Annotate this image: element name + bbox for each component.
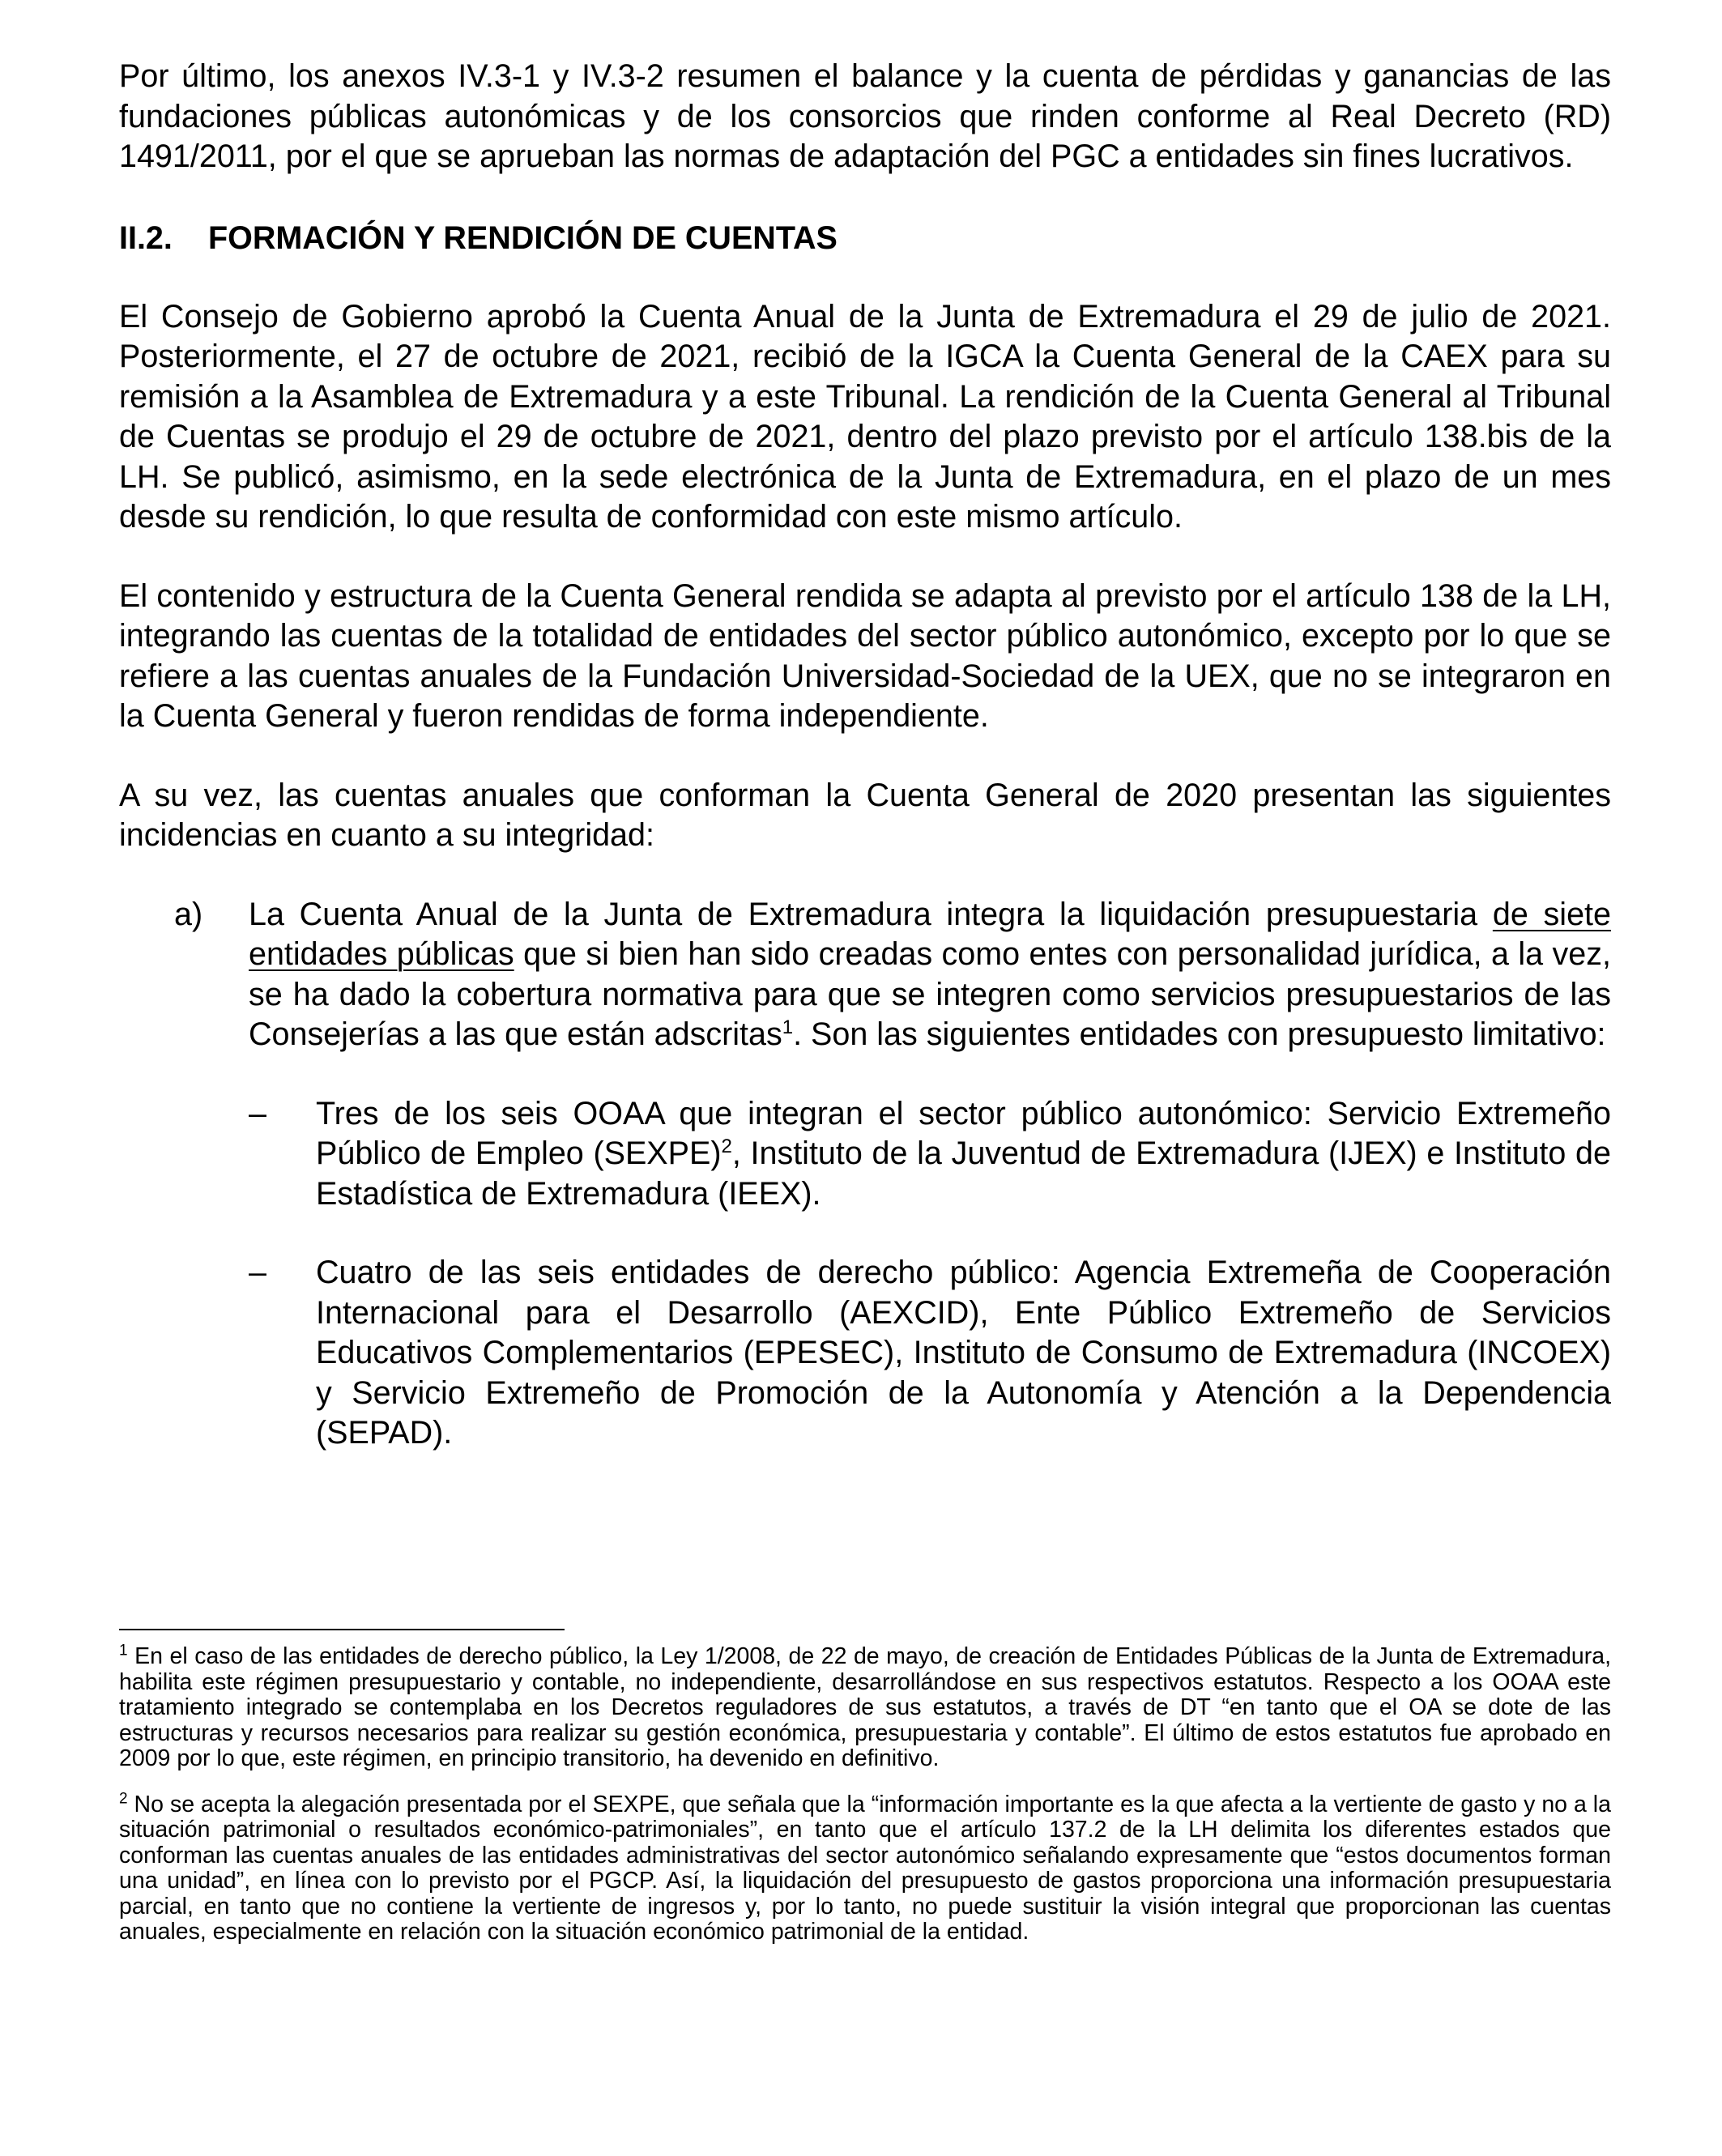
dash-item-ooaa [119,1094,1611,1215]
footnotes [119,1644,1611,1945]
paragraph-incidences: A su vez, las cuentas anuales que conforman la Cuenta General de 2020 presentan las siguientes incidencias en cuanto a su integridad: [119,777,1611,853]
footnote-separator [119,1629,565,1630]
dash-item-public-entities [119,1253,1611,1454]
footnote-ref-1[interactable]: 1 [782,1016,794,1038]
dash-item-ooaa-text [316,1094,1611,1215]
paragraph-annexes: Por último, los anexos IV.3-1 y IV.3-2 resumen el balance y la cuenta de pérdidas y ganancias de las fundaciones públicas autonómicas y de los consorcios que rinden conforme al Real Decreto (RD) 1491/2011, por el que se aprueban las normas de adaptación del PGC a entidades sin fines lucrativos. [119,58,1611,174]
item-a-text-middle: que si bien han sido creadas como entes con personalidad jurídica, a la vez, se ha dado la cobertura normativa para que se integren como servicios presupuestarios de las Consejerías a las que están adscritas [249,936,1611,1052]
footnote-2 [119,1792,1611,1945]
list-item-a [119,895,1611,1055]
section-title: FORMACIÓN Y RENDICIÓN DE CUENTAS [208,219,838,256]
item-a-text-before: La Cuenta Anual de la Junta de Extremadura integra la liquidación presupuestaria [249,896,1493,932]
paragraph-approval: El Consejo de Gobierno aprobó la Cuenta Anual de la Junta de Extremadura el 29 de julio de 2021. Posteriormente, el 27 de octubre de 2021, recibió de la IGCA la Cuenta General de la CAEX para su remisión a la Asamblea de Extremadura y a este Tribunal. La rendición de la Cuenta General al Tribunal de Cuentas se produjo el 29 de octubre de 2021, dentro del plazo previsto por el artículo 138.bis de la LH. Se publicó, asimismo, en la sede electrónica de la Junta de Extremadura, en el plazo de un mes desde su rendición, lo que resulta de conformidad con este mismo artículo. [119,298,1611,535]
footnote-ref-2[interactable]: 2 [721,1135,732,1157]
footnote-2-text: No se acepta la alegación presentada por el SEXPE, que señala que la “información importante es la que afecta a la vertiente de gasto y no a la situación patrimonial o resultados económico-patrimoniales”, en tanto que el artículo 137.2 de la LH delimita los diferentes estados que conforman las cuentas anuales de las entidades administrativas del sector autonómico señalando expresamente que “estos documentos forman una unidad”, en línea con lo previsto por el PGCP. Así, la liquidación del presupuesto de gastos proporciona una información presupuestaria parcial, en tanto que no contiene la vertiente de ingresos y, por lo tanto, no puede sustituir la visión integral que proporcionan las cuentas anuales, especialmente en relación con la situación económico patrimonial de la entidad. [119,1791,1611,1945]
item-a-underlined-text: de siete entidades públicas [249,896,1611,972]
dash-marker: – [249,1255,266,1290]
section-heading [119,219,1611,258]
section-number: II.2. [119,219,173,256]
dash-item-ooaa-text-after: , Instituto de la Juventud de Extremadura (IJEX) e Instituto de Estadística de Extremadura (IEEX). [316,1136,1611,1212]
item-a-text-after: . Son las siguientes entidades con presupuesto limitativo: [793,1016,1606,1052]
dash-item-ooaa-text-before: Tres de los seis OOAA que integran el sector público autonómico: Servicio Extremeño Público de Empleo (SEXPE) [316,1095,1611,1171]
footnote-2-number: 2 [119,1790,128,1807]
paragraph-content-structure: El contenido y estructura de la Cuenta General rendida se adapta al previsto por el artículo 138 de la LH, integrando las cuentas de la totalidad de entidades del sector público autonómico, excepto por lo que se refiere a las cuentas anuales de la Fundación Universidad-Sociedad de la UEX, que no se integraron en la Cuenta General y fueron rendidas de forma independiente. [119,577,1611,734]
footnote-1-number: 1 [119,1642,128,1660]
footnote-1 [119,1644,1611,1772]
dash-marker: – [249,1095,266,1131]
dash-item-public-entities-text: Cuatro de las seis entidades de derecho público: Agencia Extremeña de Cooperación Internacional para el Desarrollo (AEXCID), Ente Público Extremeño de Servicios Educativos Complementarios (EPESEC), Instituto de Consumo de Extremadura (INCOEX) y Servicio Extremeño de Promoción de la Autonomía y Atención a la Dependencia (SEPAD). [316,1255,1611,1451]
list-marker-a: a) [174,896,203,932]
list-item-a-text [249,895,1611,1055]
footnote-1-text: En el caso de las entidades de derecho público, la Ley 1/2008, de 22 de mayo, de creación de Entidades Públicas de la Junta de Extremadura, habilita este régimen presupuestario y contable, no independiente, desarrollándose en sus respectivos estatutos. Respecto a los OOAA este tratamiento integrado se contemplaba en los Decretos reguladores de sus estatutos, a través de DT “en tanto que el OA se dote de las estructuras y recursos necesarios para realizar su gestión económica, presupuestaria y contable”. El último de estos estatutos fue aprobado en 2009 por lo que, este régimen, en principio transitorio, ha devenido en definitivo. [119,1643,1611,1771]
document-body [119,57,1611,1454]
